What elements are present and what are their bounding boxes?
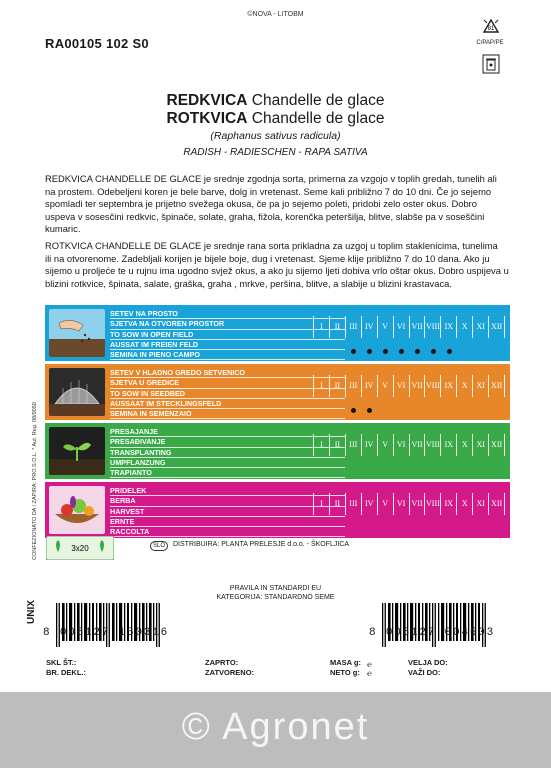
month-label: IX: [440, 434, 456, 456]
band-line: AUSSAAT IM STECKLINGSFELD: [110, 399, 345, 409]
standards-line-2: KATEGORIJA: STANDARDNO SEME: [216, 594, 335, 601]
dot-row: [313, 459, 505, 469]
month-row: [313, 434, 505, 456]
month-label: III: [345, 493, 361, 515]
month-label: IV: [361, 316, 377, 338]
band-text: [110, 486, 345, 537]
month-label: VIII: [424, 316, 440, 338]
plant-spacing-icon: [46, 536, 114, 560]
zaprto-label: ZAPRTO:: [205, 658, 239, 667]
month-label: I: [313, 434, 329, 456]
band-line: PRESAJANJE: [110, 427, 345, 437]
month-label: VII: [409, 316, 425, 338]
desc-hr-line: sijemo u proljeće te u rujnu ima ugodno svjež okus, a ako ju sijemo ljeti dobiva vrlo oštar okus. Dobro uspijeva u: [45, 265, 509, 277]
desc-sl-line: REDKVICA CHANDELLE DE GLACE je srednje zgodnja sorta, primerna za vzgojo v toplih gredah, tunelih ali: [45, 173, 497, 184]
month-dot: [351, 349, 356, 354]
title-hr-bold: ROTKVICA: [166, 110, 248, 127]
band-line: SETEV NA PROSTO: [110, 309, 345, 319]
month-cell: [345, 459, 361, 469]
month-cell: [473, 459, 489, 469]
month-cell: [489, 400, 505, 410]
dot-row: [313, 518, 505, 528]
band-line: SEMINA IN PIENO CAMPO: [110, 350, 345, 360]
month-cell: [489, 518, 505, 528]
month-label: X: [456, 316, 472, 338]
barcode-right-group1: 006127: [385, 627, 437, 639]
barcode-left-number: [43, 627, 169, 639]
month-label: IV: [361, 434, 377, 456]
band-line: AUSSAT IM FREIEN FELD: [110, 340, 345, 350]
band-line: TO SOW IN SEEDBED: [110, 389, 345, 399]
month-cell: [457, 459, 473, 469]
month-cell: [393, 459, 409, 469]
month-dot: [367, 349, 372, 354]
month-cell: [457, 400, 473, 410]
desc-sl-line: uspeva v sosesčini redkvic, špinače, solate, graha, fižola, korenčka peteršilja, blitve, slabše pa v soseščini kumaric.: [45, 210, 485, 235]
band-line: BERBA: [110, 496, 345, 506]
band-line: PRIDELEK: [110, 486, 345, 496]
dot-row: [313, 400, 505, 410]
month-label: VI: [393, 434, 409, 456]
desc-hr-line: ili na otvorenome. Zadebljali korijen je bijele boje, dug i vretenast. Sjeme klije približno 7 do 10 dana. Ako ju: [45, 252, 490, 264]
masa-label: MASA g:: [330, 658, 361, 667]
barcode-left-first: 8: [43, 627, 52, 639]
month-cell: [313, 459, 329, 469]
latin-name: (Raphanus sativus radicula): [210, 130, 341, 142]
band-line: UMPFLANZUNG: [110, 458, 345, 468]
month-label: I: [313, 316, 329, 338]
month-cell: [409, 518, 425, 528]
month-dot: [415, 349, 420, 354]
month-row: [313, 316, 505, 338]
month-label: VII: [409, 434, 425, 456]
seedling-icon: [49, 427, 105, 475]
month-cell: [329, 459, 345, 469]
month-label: II: [329, 493, 345, 515]
month-label: XII: [488, 434, 505, 456]
band-line: TRANSPLANTING: [110, 448, 345, 458]
desc-sl-line: na prostem. Odebeljeni koren je bele barve, dolg in vretenast. Seme kali približno 7 do 10 dni. Če jo sejemo: [45, 185, 492, 197]
month-label: VI: [393, 316, 409, 338]
desc-sl-line: spomladi ter septembra je prijetno svežega okusa, če pa jo sejemo poleti, pridobi zelo oster okus. Dobro: [45, 198, 478, 210]
month-label: X: [456, 375, 472, 397]
neto-label: NETO g:: [330, 668, 360, 677]
title-sl-bold: REDKVICA: [166, 92, 248, 109]
month-label: VII: [409, 493, 425, 515]
trash-bin-icon: [482, 54, 500, 74]
barcode-left-group2: 150316: [118, 627, 170, 639]
band-line: TO SOW IN OPEN FIELD: [110, 330, 345, 340]
title-sl-rest: Chandelle de glace: [251, 92, 385, 109]
product-code: RA00105 102 S0: [45, 36, 149, 51]
barcode-right-group2: 004503: [444, 627, 496, 639]
month-label: VIII: [424, 493, 440, 515]
month-cell: [409, 400, 425, 410]
month-cell: [313, 518, 329, 528]
distributor-text: DISTRIBUIRA: PLANTA PRELESJE d.o.o. - ŠKOFLJICA: [173, 541, 350, 548]
subtitle-languages: RADISH - RADIESCHEN - RAPA SATIVA: [183, 147, 368, 158]
month-label: XI: [472, 434, 488, 456]
month-cell: [409, 459, 425, 469]
month-label: X: [456, 434, 472, 456]
month-label: II: [329, 375, 345, 397]
band-line: HARVEST: [110, 507, 345, 517]
month-dot: [431, 349, 436, 354]
month-label: VI: [393, 375, 409, 397]
month-cell: [377, 400, 393, 410]
month-cell: [393, 400, 409, 410]
month-label: V: [377, 493, 393, 515]
month-label: VI: [393, 493, 409, 515]
month-cell: [361, 341, 377, 351]
band-sowing-seedbed: [45, 364, 510, 420]
month-cell: [329, 518, 345, 528]
month-cell: [441, 341, 457, 351]
barcode-right: [376, 603, 506, 647]
band-line: SJETVA U GREDICE: [110, 378, 345, 388]
month-label: XII: [488, 316, 505, 338]
desc-hr-line: blizini rotkvice, špinata, salate, graška, graha , mrkve, peršina, blitve, a slabije u blizini krastavaca.: [45, 277, 452, 289]
standards-line-1: PRAVILA IN STANDARDI EU: [229, 585, 322, 592]
month-cell: [329, 400, 345, 410]
title-hr-rest: Chandelle de glace: [251, 110, 385, 127]
month-cell: [489, 459, 505, 469]
month-cell: [473, 518, 489, 528]
side-license-text: CONFEZIONATO DA / ZAPIRA: PRO.S.O.L. * Aut. Reg. 08/0050: [32, 402, 38, 560]
watermark-text: © Agronet: [181, 706, 370, 748]
month-label: XI: [472, 316, 488, 338]
month-cell: [441, 400, 457, 410]
br-label: BR. DEKL.:: [46, 668, 86, 677]
month-cell: [441, 459, 457, 469]
month-label: IX: [440, 316, 456, 338]
month-label: XII: [488, 493, 505, 515]
month-label: XI: [472, 493, 488, 515]
band-transplanting: [45, 423, 510, 479]
month-label: III: [345, 434, 361, 456]
desc-hr-line: ROTKVICA CHANDELLE DE GLACE je srednje rana sorta prikladna za uzgoj u toplim staklenicima, tunelima: [45, 240, 498, 251]
vegetable-basket-icon: [49, 486, 105, 534]
month-label: III: [345, 316, 361, 338]
month-cell: [313, 341, 329, 351]
month-label: IX: [440, 493, 456, 515]
month-cell: [457, 341, 473, 351]
band-line: TRAPIANTO: [110, 468, 345, 478]
band-harvest: [45, 482, 510, 538]
band-line: PRESAĐIVANJE: [110, 437, 345, 447]
month-cell: [377, 341, 393, 351]
month-cell: [457, 518, 473, 528]
month-cell: [377, 459, 393, 469]
month-dot: [383, 349, 388, 354]
month-cell: [313, 400, 329, 410]
month-cell: [489, 341, 505, 351]
month-cell: [441, 518, 457, 528]
month-label: I: [313, 493, 329, 515]
month-label: V: [377, 375, 393, 397]
unix-label: UNIX: [26, 600, 37, 624]
month-cell: [393, 341, 409, 351]
month-cell: [345, 400, 361, 410]
band-line: SETEV V HLADNO GREDO SETVENICO: [110, 368, 345, 378]
band-text: [110, 368, 345, 419]
month-cell: [329, 341, 345, 351]
barcode-left: [50, 603, 180, 647]
country-badge: SLO: [150, 541, 168, 551]
band-line: RACCOLTA: [110, 527, 345, 537]
month-label: IX: [440, 375, 456, 397]
title-croatian: [0, 110, 551, 128]
month-label: IV: [361, 375, 377, 397]
month-row: [313, 375, 505, 397]
recycle-label: C/PAP/PE: [476, 40, 504, 46]
svg-text:℮: ℮: [367, 669, 372, 677]
month-row: [313, 493, 505, 515]
estimated-sign-icon: [367, 659, 375, 677]
month-cell: [393, 518, 409, 528]
barcode-right-first: 8: [369, 627, 378, 639]
month-label: X: [456, 493, 472, 515]
description-croatian: [45, 240, 510, 290]
recycle-number: 81: [487, 26, 495, 32]
svg-text:℮: ℮: [367, 660, 372, 669]
dot-row: [313, 341, 505, 351]
month-label: V: [377, 316, 393, 338]
vazi-label: VAŽI DO:: [408, 668, 441, 677]
month-dot: [351, 408, 356, 413]
recycle-icon: [478, 18, 504, 42]
month-cell: [425, 400, 441, 410]
month-label: XI: [472, 375, 488, 397]
month-label: II: [329, 434, 345, 456]
band-line: SEMINA IN SEMENZAIO: [110, 409, 345, 419]
title-slovenian: [0, 92, 551, 110]
month-dot: [447, 349, 452, 354]
month-dot: [399, 349, 404, 354]
band-line: SJETVA NA OTVOREN PROSTOR: [110, 319, 345, 329]
month-cell: [361, 518, 377, 528]
band-sowing-open-field: [45, 305, 510, 361]
month-label: VIII: [424, 434, 440, 456]
month-cell: [377, 518, 393, 528]
copyright-text: ©NOVA - LITOBM: [247, 11, 304, 18]
month-dot: [367, 408, 372, 413]
sowing-hand-icon: [49, 309, 105, 357]
month-cell: [425, 459, 441, 469]
month-cell: [345, 518, 361, 528]
zatvoreno-label: ZATVORENO:: [205, 668, 255, 677]
month-label: VIII: [424, 375, 440, 397]
month-label: VII: [409, 375, 425, 397]
barcode-right-number: [369, 627, 495, 639]
month-cell: [425, 341, 441, 351]
skl-label: SKL ŠT.:: [46, 658, 77, 667]
month-cell: [473, 400, 489, 410]
spacing-value: 3x20: [71, 544, 89, 553]
barcode-left-group1: 006127: [59, 627, 111, 639]
month-cell: [361, 459, 377, 469]
month-label: II: [329, 316, 345, 338]
month-cell: [361, 400, 377, 410]
month-cell: [473, 341, 489, 351]
band-line: ERNTE: [110, 517, 345, 527]
greenhouse-icon: [49, 368, 105, 416]
month-label: I: [313, 375, 329, 397]
month-label: V: [377, 434, 393, 456]
month-cell: [409, 341, 425, 351]
description-slovenian: [45, 173, 510, 236]
band-text: [110, 309, 345, 360]
band-text: [110, 427, 345, 478]
month-cell: [425, 518, 441, 528]
month-label: III: [345, 375, 361, 397]
velja-label: VELJA DO:: [408, 658, 448, 667]
month-cell: [345, 341, 361, 351]
month-label: IV: [361, 493, 377, 515]
month-label: XII: [488, 375, 505, 397]
